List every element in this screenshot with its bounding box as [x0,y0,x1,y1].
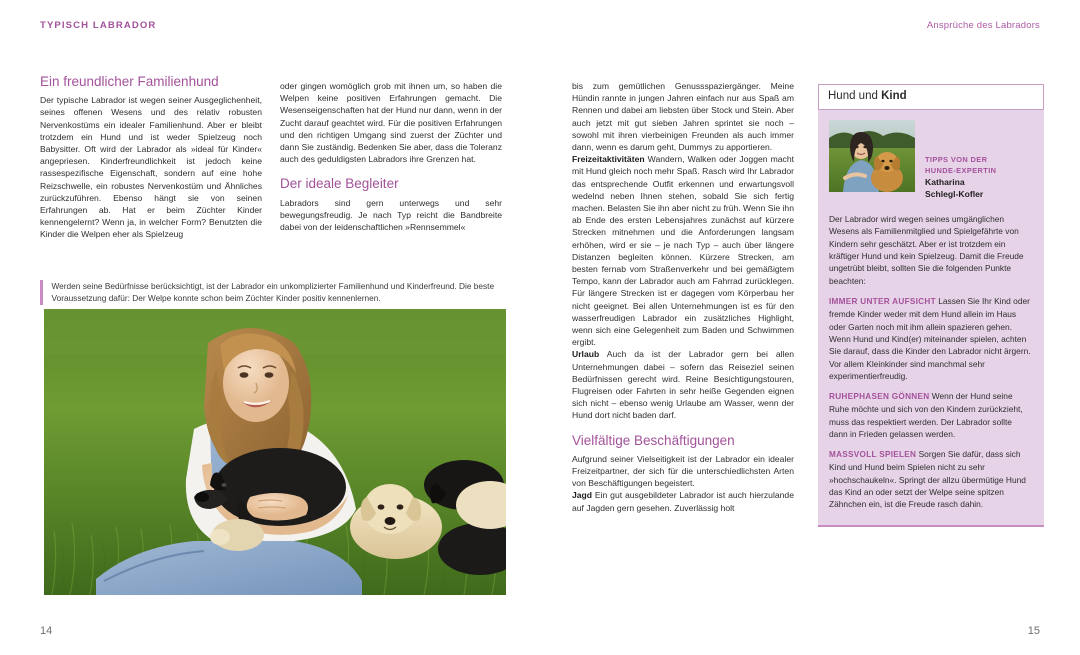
tip-lead-massvoll-spielen: MASSVOLL SPIELEN [829,450,917,460]
tip-lead-ruhephasen-goennen: RUHEPHASEN GÖNNEN [829,392,930,402]
sidebar-tip-massvoll-spielen [829,448,1032,510]
entry-urlaub [572,348,794,421]
page-number-right: 15 [1027,625,1040,637]
photo-girl-with-labrador-puppies [44,309,506,595]
expert-meta [925,120,996,201]
caption-text: Werden seine Bedürfnisse berücksichtigt, ist der Labrador ein unkomplizierter Familienhund und Kinderfreund. Die beste Voraussetzung dafür: Der Welpe konnte schon beim Züchter Kinder positiv kennenlernen. [51,281,495,304]
expert-name-line1: Katharina [925,176,965,187]
entry-text-jagd: Ein gut ausgebildeter Labrador ist auch hierzulande auf Jagden gern gesehen. Zuverlässig holt [572,490,794,513]
caption-rule [40,280,43,305]
column3-body-after-heading: Aufgrund seiner Vielseitigkeit ist der Labrador ein idealer Freizeitpartner, der sich für die unterschiedlichsten Arten von Beschäftigungen begeistert. [572,453,794,489]
entry-term-urlaub: Urlaub [572,349,600,360]
entry-text-freizeitaktivitaeten: Wandern, Walken oder Joggen macht mit Hund gleich noch mehr Spaß. Rasch wird Ihr Labrador das entsprechende Outfit erkennen und erwartungsvoll wedelnd neben Ihnen stehen, sobald Sie sich fertig machen. Belasten Sie ihn aber nicht zu früh. Wenn Sie ihn ab Ende des ersten Lebensjahres zunächst auf kürzere Strecken mitnehmen und die Anforderungen langsam erhöhen, wird er sie – je nach Typ – auch über längere Distanzen begleiten können. Kürzere Strecken, am besten fernab vom Straßenverkehr und bei gemäßigtem Tempo, kann der Labrador auch am Fahrrad zurücklegen. Für längere Strecken ist er dagegen vom Körperbau her nicht geeignet. Bei allen Unternehmungen ist es für den wasserfreudigen Labrador ein zusätzliches Highlight, wenn sich eine Gelegenheit zum Baden und Schwimmen ergibt. [572,154,794,348]
sidebar-hund-und-kind [818,84,1044,527]
column2-body-continued: oder gingen womöglich grob mit ihnen um, so haben die Welpen keine positiven Erfahrungen gemacht. Die Wesenseigenschaften hat der Hund nur dann, wenn in der Zucht darauf geachtet wird. Für die positiven Erfahrungen und den richtigen Umgang sind zuerst der Züchter und dann Sie zuständig. Bedenken Sie aber, dass die Toleranz auch des geduldigsten Labradors ihre Grenzen hat. [280,81,503,165]
photo-caption [40,280,506,305]
tip-text-ruhephasen-goennen: Wenn der Hund seine Ruhe möchte und sich von den Kindern zurückzieht, muss das respektiert werden. Der Labrador sollte dann in Frieden gelassen werden. [829,391,1023,439]
text-column-3 [572,80,794,514]
expert-kicker-line2: HUNDE-EXPERTIN [925,165,997,175]
page-number-left: 14 [40,625,53,637]
expert-name-line2: Schlegl-Kofler [925,189,984,200]
sidebar-body [818,110,1044,527]
portrait-hunde-expertin [829,120,915,192]
entry-jagd [572,489,794,513]
sidebar-title-plain: Hund und [828,90,882,102]
tip-text-massvoll-spielen: Sorgen Sie dafür, dass sich Kind und Hund beim Spielen nicht zu sehr »hochschaukeln«. Springt der allzu übermütige Hund das Kind an oder setzt der Welpe seine spitzen Zähnchen ein, ist die Freude rasch dahin. [829,449,1026,510]
entry-term-freizeitaktivitaeten: Freizeitaktivitäten [572,154,645,165]
portrait-illustration [829,120,915,192]
photo-illustration [44,309,506,595]
sidebar-intro: Der Labrador wird wegen seines umgänglichen Wesens als Familienmitglied und Spielgefährte von Kindern sehr geschätzt. Aber er ist trotzdem ein kräftiger Hund und kein Spielzeug. Damit die Freude ungetrübt bleibt, sollten Sie die folgenden Punkte beachten: [829,214,1024,286]
heading-ein-freundlicher-familienhund: Ein freundlicher Familienhund [40,74,219,89]
tip-text-immer-unter-aufsicht: Lassen Sie Ihr Kind oder fremde Kinder weder mit dem Hund allein im Haus oder Garten noch mit ihm allein spazieren gehen. Wenn Hund und Kind(er) miteinander spielen, achten Sie darauf, dass die Kinder den Labrador nicht ärgern. Vor allem Kleinkinder sind manchmal sehr experimentierfreudig. [829,296,1031,381]
column1-body: Der typische Labrador ist wegen seiner Ausgeglichenheit, seines offenen Wesens und des relativ robusten Nervenkostüms ein idealer Familienhund. Aber er bleibt trotzdem ein Hund und ist weder Spielzeug noch Babysitter. Oft wird der Labrador als »ideal für Kinder« angepriesen. Kinderfreundlichkeit ist jedoch keine rassespezifische Eigenschaft, sondern auf eine hohe Reizschwelle, ein robustes Nervenkostüm und Ähnliches zurückzuführen. Ebenso hängt sie von seinen Erfahrungen ab. Hat er beim Züchter Kinder kennengelernt? Wenn ja, in welcher Form? Benutzten die Kinder die Welpen eher als Spielzeug [40,95,262,240]
heading-vielfaeltige-beschaeftigungen: Vielfältige Beschäftigungen [572,432,735,448]
tip-lead-immer-unter-aufsicht: IMMER UNTER AUFSICHT [829,297,936,307]
expert-kicker-line1: TIPPS VON DER [925,154,988,164]
text-column-1 [40,74,262,241]
entry-text-urlaub: Auch da ist der Labrador gern bei allen Unternehmungen dabei – sofern das Reiseziel seinen Bedürfnissen gerecht wird. Reine Besichtigungstouren, Flugreisen oder Fahrten in sehr heiße Gegenden eignen sich nicht – ebenso wenig Urlaube am Wasser, wenn der Hund dort nicht baden darf. [572,349,794,421]
sidebar-tip-immer-unter-aufsicht [829,295,1032,382]
entry-freizeitaktivitaeten [572,153,794,348]
column3-body-continued: bis zum gemütlichen Genussspaziergänger. Meine Hündin rannte in jungen Jahren einfach nur aus Spaß am Rennen und dabei am liebsten über Stock und Stein. Aber auch jetzt mit gut sieben Jahren sprintet sie noch – sowohl mit ihren vierbeinigen Freunden als auch immer dann, wenn es darum geht, Dummys zu apportieren. [572,81,794,153]
text-column-2 [280,80,502,233]
entry-term-jagd: Jagd [572,490,593,501]
sidebar-expert-block [829,120,1032,201]
heading-der-ideale-begleiter: Der ideale Begleiter [280,176,399,192]
sidebar-title-bold: Kind [881,90,907,102]
sidebar-title [818,84,1044,110]
sidebar-tip-ruhephasen-goennen [829,390,1032,440]
column2-body: Labradors sind gern unterwegs und sehr bewegungsfreudig. Je nach Typ reicht die Bandbreite dabei von der leidenschaftlichen »Rennsemmel« [280,197,502,233]
sidebar-text [829,213,1032,511]
running-head-left: TYPISCH LABRADOR [40,20,157,31]
running-head-right: Ansprüche des Labradors [926,20,1040,31]
